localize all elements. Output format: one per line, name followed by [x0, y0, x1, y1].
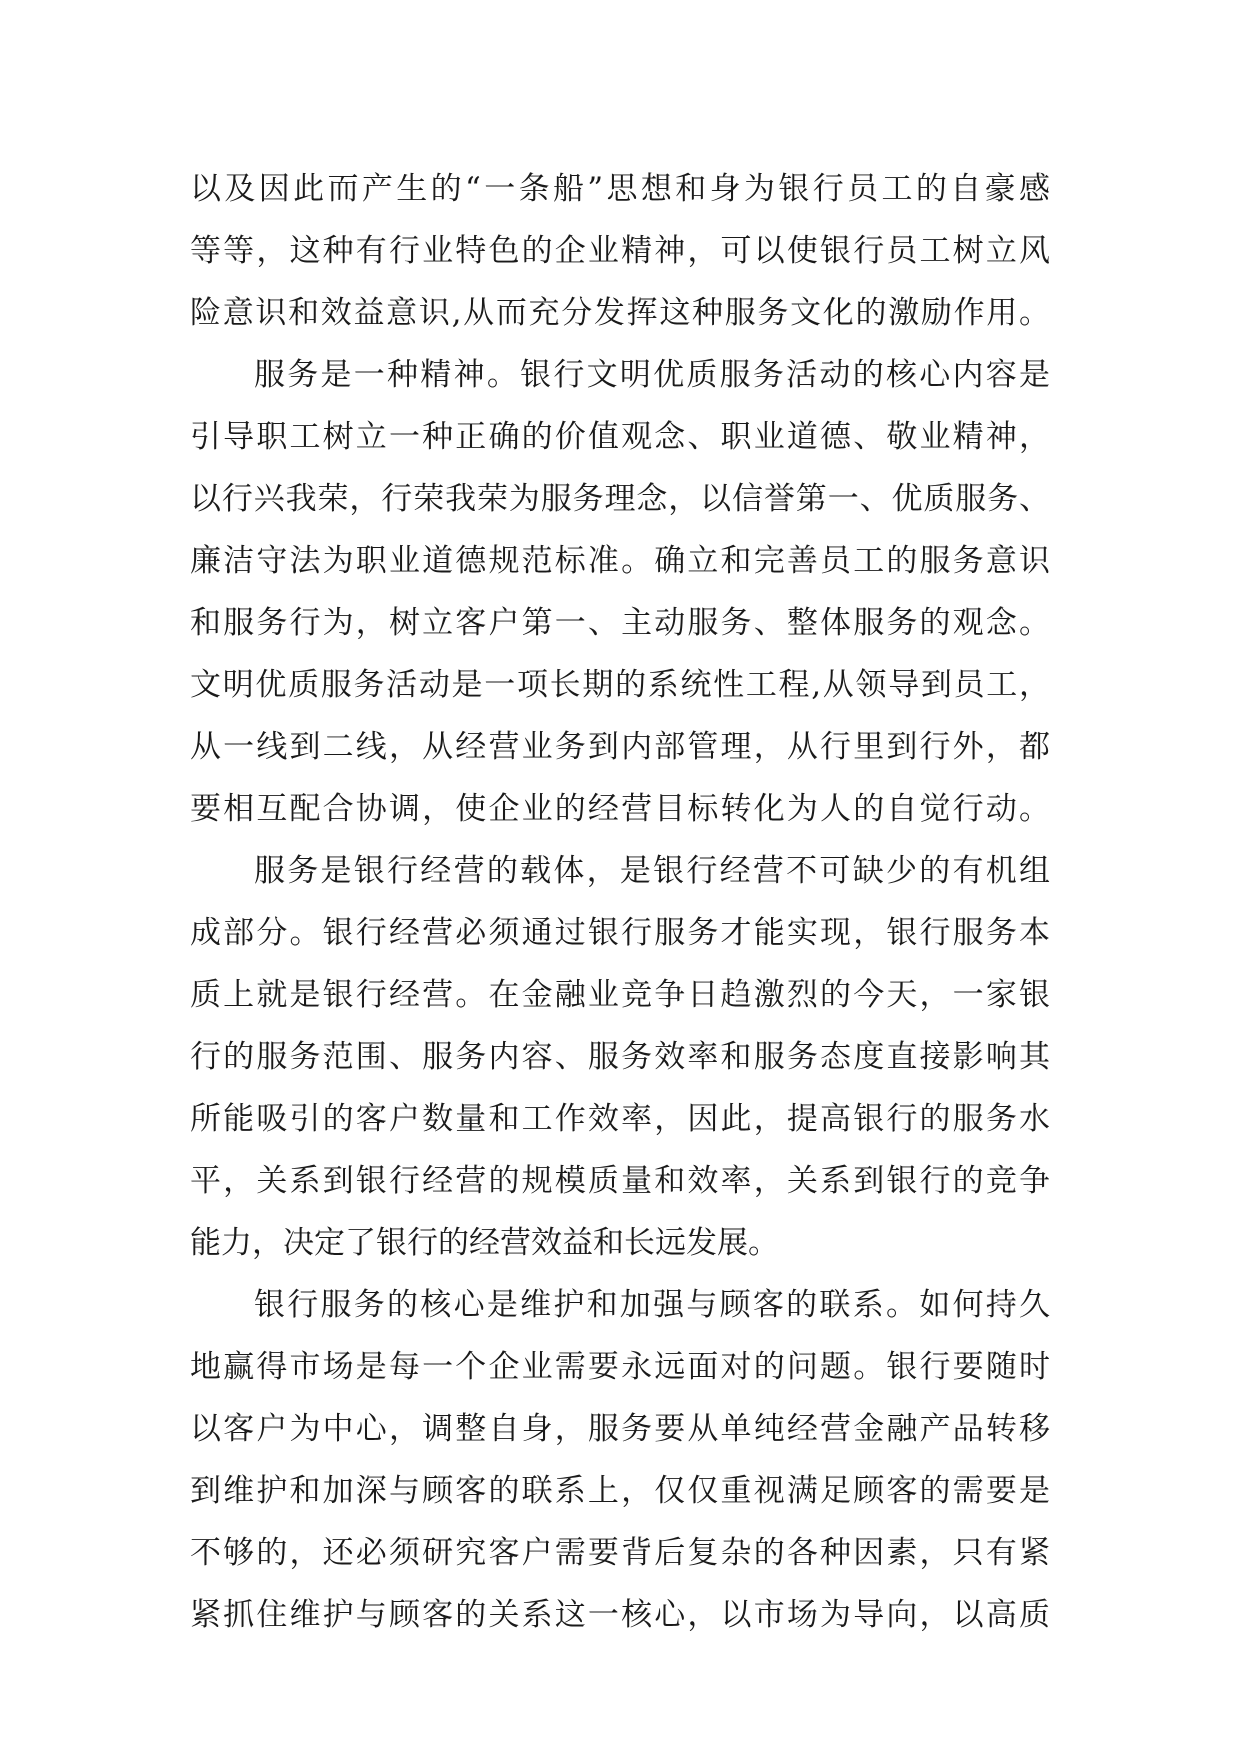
text-line: 从一线到二线，从经营业务到内部管理，从行里到行外，都: [190, 729, 1050, 765]
paragraph-1: [190, 158, 1050, 344]
text-line: 以客户为中心，调整自身，服务要从单纯经营金融产品转移: [190, 1411, 1050, 1447]
document-body: [190, 158, 1050, 1646]
text-line: 成部分。银行经营必须通过银行服务才能实现，银行服务本: [190, 915, 1050, 951]
text-line: 等等，这种有行业特色的企业精神，可以使银行员工树立风: [190, 233, 1050, 269]
paragraph-2: [190, 344, 1050, 840]
text-line: 地赢得市场是每一个企业需要永远面对的问题。银行要随时: [190, 1349, 1050, 1385]
text-line: 和服务行为，树立客户第一、主动服务、整体服务的观念。: [190, 605, 1050, 641]
text-line: 以行兴我荣，行荣我荣为服务理念，以信誉第一、优质服务、: [190, 481, 1050, 517]
text-line: 行的服务范围、服务内容、服务效率和服务态度直接影响其: [190, 1039, 1050, 1075]
text-line: 平，关系到银行经营的规模质量和效率，关系到银行的竞争: [190, 1163, 1050, 1199]
text-line: 服务是一种精神。银行文明优质服务活动的核心内容是: [254, 357, 1050, 393]
text-line: 能力，决定了银行的经营效益和长远发展。: [190, 1225, 779, 1261]
text-line: 银行服务的核心是维护和加强与顾客的联系。如何持久: [254, 1287, 1050, 1323]
text-line: 引导职工树立一种正确的价值观念、职业道德、敬业精神，: [190, 419, 1050, 455]
text-line: 文明优质服务活动是一项长期的系统性工程,从领导到员工，: [190, 667, 1050, 703]
text-line: 以及因此而产生的“一条船”思想和身为银行员工的自豪感: [190, 171, 1050, 207]
text-line: 不够的，还必须研究客户需要背后复杂的各种因素，只有紧: [190, 1535, 1050, 1571]
text-line: 到维护和加深与顾客的联系上，仅仅重视满足顾客的需要是: [190, 1473, 1050, 1509]
text-line: 紧抓住维护与顾客的关系这一核心，以市场为导向，以高质: [190, 1597, 1050, 1633]
text-line: 要相互配合协调，使企业的经营目标转化为人的自觉行动。: [190, 791, 1050, 827]
text-line: 所能吸引的客户数量和工作效率，因此，提高银行的服务水: [190, 1101, 1050, 1137]
paragraph-4: [190, 1274, 1050, 1646]
text-line: 险意识和效益意识,从而充分发挥这种服务文化的激励作用。: [190, 295, 1050, 331]
text-line: 廉洁守法为职业道德规范标准。确立和完善员工的服务意识: [190, 543, 1050, 579]
text-line: 服务是银行经营的载体，是银行经营不可缺少的有机组: [254, 853, 1050, 889]
text-line: 质上就是银行经营。在金融业竞争日趋激烈的今天，一家银: [190, 977, 1050, 1013]
paragraph-3: [190, 840, 1050, 1274]
